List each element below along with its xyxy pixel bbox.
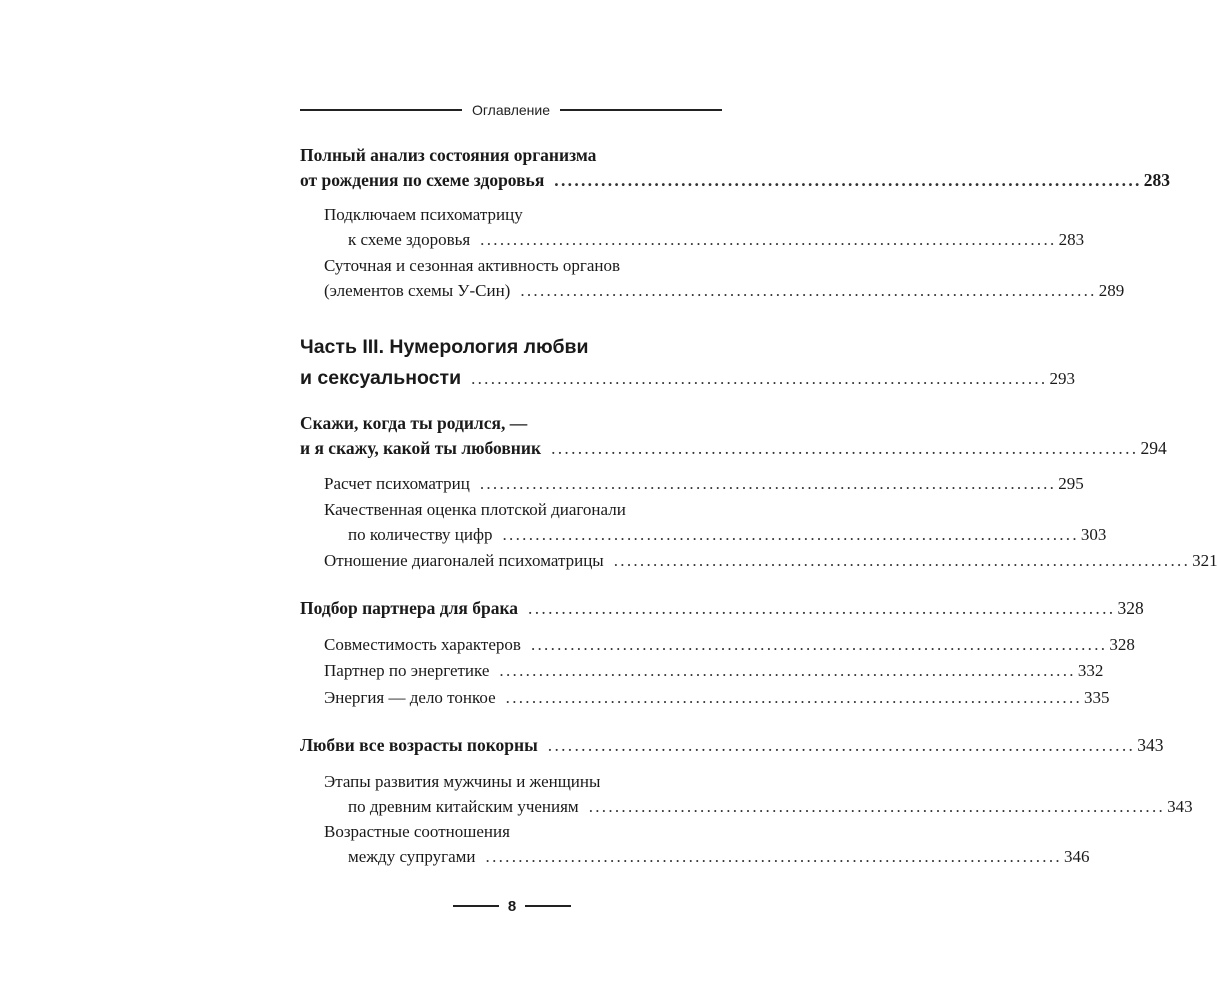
toc-entry-section — [300, 202, 1085, 252]
toc-entry-title-line: Возрастные соотношения — [324, 822, 510, 841]
toc-entry-part — [300, 332, 1075, 394]
toc-page-number: 332 — [1077, 661, 1104, 680]
toc-entry-title-line: Этапы развития мужчины и женщины — [324, 772, 601, 791]
toc-page-number: 293 — [1049, 369, 1075, 388]
toc-page-number: 343 — [1137, 735, 1164, 755]
header-rule-right — [560, 109, 722, 110]
toc-entry-chapter — [300, 411, 1167, 461]
leader-dots: ........................................................................................ — [551, 438, 1139, 458]
toc-entry-title-text: (элементов схемы У-Син) — [324, 281, 511, 300]
toc-entry-section — [300, 658, 1104, 683]
toc-entry-title-text: Энергия — дело тонкое — [324, 688, 496, 707]
toc-entry-title-line — [300, 548, 1218, 573]
toc-entry-title-line — [300, 733, 1164, 758]
toc-entry-title-text: по древним китайским учениям — [348, 797, 579, 816]
toc-entry-title-line — [300, 471, 1084, 496]
leader-dots: ........................................................................................ — [520, 281, 1097, 300]
leader-dots: ........................................................................................ — [530, 635, 1108, 654]
toc-entry-chapter — [300, 143, 1170, 193]
toc-entry-title-text: и я скажу, какой ты любовник — [300, 438, 542, 458]
toc-page-number: 321 — [1192, 551, 1218, 570]
toc-entry-title-text: Расчет психоматриц — [324, 474, 470, 493]
toc-page-number: 283 — [1143, 170, 1170, 190]
leader-dots: ........................................................................................ — [480, 230, 1057, 249]
toc-entry-title-line-2 — [300, 227, 1085, 252]
leader-dots: ........................................................................................ — [554, 170, 1142, 190]
toc-entry-chapter — [300, 733, 1164, 758]
running-header — [300, 99, 722, 121]
toc-page-number: 343 — [1167, 797, 1193, 816]
leader-dots: ........................................................................................ — [499, 661, 1076, 680]
leader-dots: ........................................................................................ — [613, 551, 1191, 570]
toc-page-number: 289 — [1098, 281, 1125, 300]
toc-entry-title-line-2 — [300, 363, 1075, 394]
header-rule-left — [300, 109, 462, 110]
toc-entry-section — [300, 497, 1107, 547]
leader-dots: ........................................................................................ — [471, 369, 1048, 388]
leader-dots: ........................................................................................ — [588, 797, 1166, 816]
toc-entry-title-line — [300, 658, 1104, 683]
toc-entry-title-text: Любви все возрасты покорны — [300, 735, 538, 755]
toc-page-number: 346 — [1063, 847, 1090, 866]
toc-entry-title-line — [300, 685, 1110, 710]
toc-entry-title-text: и сексуальности — [300, 367, 462, 389]
toc-entry-section — [300, 769, 1193, 819]
toc-entry-title-line: Подключаем психоматрицу — [324, 205, 523, 224]
toc-entry-title-line — [300, 596, 1144, 621]
toc-entry-title-line: Скажи, когда ты родился, — — [300, 413, 528, 433]
toc-entry-title-line: Полный анализ состояния организма — [300, 145, 597, 165]
toc-page-number: 328 — [1117, 598, 1144, 618]
toc-entry-title-text: между супругами — [348, 847, 476, 866]
header-title: Оглавление — [471, 102, 551, 118]
toc-entry-title-line: Суточная и сезонная активность органов — [324, 256, 620, 275]
leader-dots: ........................................................................................ — [547, 735, 1136, 755]
toc-entry-title-line-2 — [300, 794, 1193, 819]
toc-page-number: 283 — [1058, 230, 1085, 249]
toc-entry-title-line-2 — [300, 278, 1125, 303]
footer-rule-right — [525, 905, 571, 906]
leader-dots: ........................................................................................ — [528, 598, 1116, 618]
toc-page-number: 335 — [1084, 688, 1110, 707]
toc-page-number: 328 — [1109, 635, 1135, 654]
toc-entry-chapter — [300, 596, 1144, 621]
toc-page-number: 303 — [1080, 525, 1107, 544]
toc-entry-title-text: Партнер по энергетике — [324, 661, 490, 680]
toc-entry-title-text: по количеству цифр — [348, 525, 493, 544]
footer-rule-left — [453, 905, 499, 906]
toc-entry-section — [300, 253, 1125, 303]
toc-entry-title-text: Отношение диагоналей психоматрицы — [324, 551, 604, 570]
toc-entry-section — [300, 819, 1090, 869]
toc-entry-section — [300, 548, 1218, 573]
toc-entry-title-text: к схеме здоровья — [348, 230, 471, 249]
toc-entry-section — [300, 471, 1084, 496]
leader-dots: ........................................................................................ — [485, 847, 1062, 866]
leader-dots: ........................................................................................ — [502, 525, 1079, 544]
toc-entry-section — [300, 685, 1110, 710]
toc-entry-title-line-2 — [300, 436, 1167, 461]
toc-entry-title-line-2 — [300, 844, 1090, 869]
toc-entry-title-line: Часть III. Нумерология любви — [300, 336, 589, 358]
toc-page-number: 294 — [1140, 438, 1167, 458]
page-number: 8 — [507, 897, 517, 915]
toc-page-number: 295 — [1058, 474, 1084, 493]
toc-entry-title-line — [300, 632, 1135, 657]
toc-entry-title-text: от рождения по схеме здоровья — [300, 170, 545, 190]
toc-entry-section — [300, 632, 1135, 657]
leader-dots: ........................................................................................ — [505, 688, 1083, 707]
toc-entry-title-text: Подбор партнера для брака — [300, 598, 519, 618]
page-footer — [453, 895, 571, 917]
toc-entry-title-line-2 — [300, 522, 1107, 547]
toc-entry-title-line-2 — [300, 168, 1170, 193]
toc-entry-title-text: Совместимость характеров — [324, 635, 521, 654]
leader-dots: ........................................................................................ — [479, 474, 1057, 493]
toc-entry-title-line: Качественная оценка плотской диагонали — [324, 500, 626, 519]
